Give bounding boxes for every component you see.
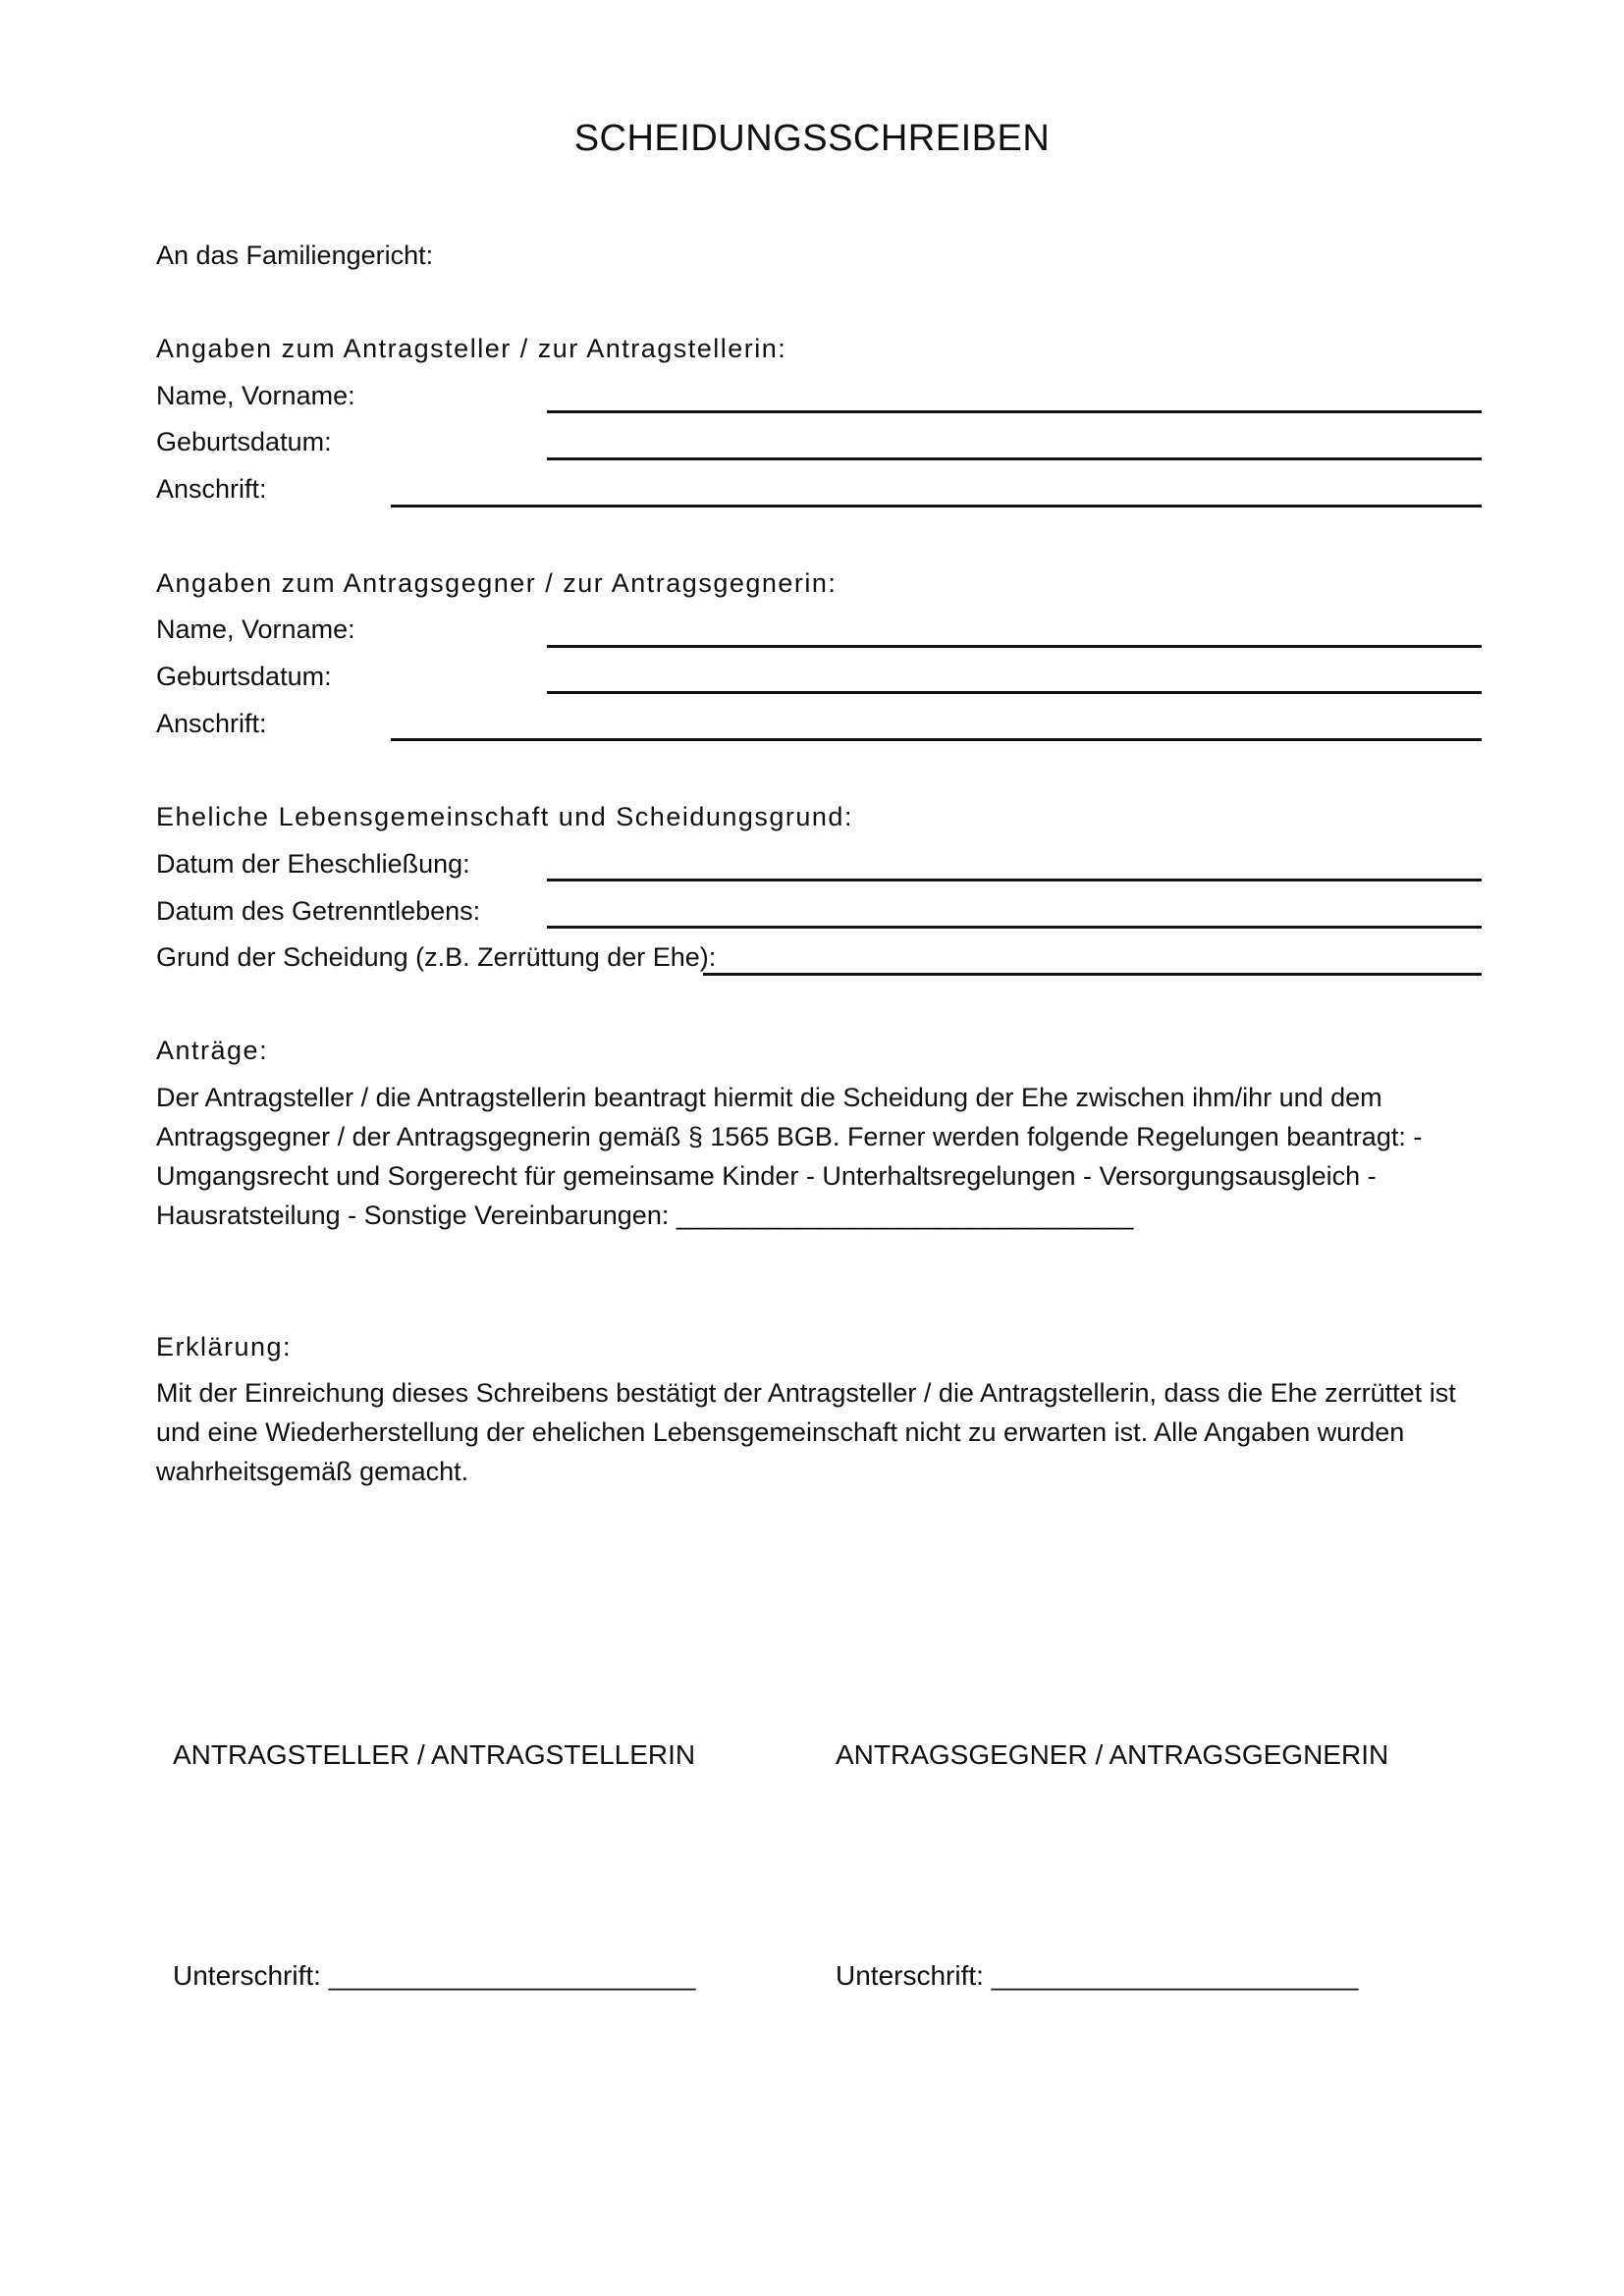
- applicant-address-label: Anschrift:: [156, 474, 267, 504]
- applicant-signature-heading: ANTRAGSTELLER / ANTRAGSTELLERIN: [173, 1739, 696, 1770]
- divorce-reason-field[interactable]: [703, 973, 1482, 976]
- respondent-address-field[interactable]: [391, 738, 1482, 741]
- wedding-date-label: Datum der Eheschließung:: [156, 849, 470, 879]
- respondent-birth-label: Geburtsdatum:: [156, 662, 332, 691]
- motions-heading: Anträge:: [156, 1036, 269, 1065]
- addressee: An das Familiengericht:: [156, 240, 434, 270]
- applicant-birth-field[interactable]: [547, 457, 1482, 460]
- respondent-name-field[interactable]: [547, 645, 1482, 648]
- document-title: SCHEIDUNGSSCHREIBEN: [573, 118, 1051, 159]
- applicant-name-label: Name, Vorname:: [156, 381, 355, 410]
- respondent-address-label: Anschrift:: [156, 709, 267, 738]
- applicant-address-field[interactable]: [391, 505, 1482, 507]
- respondent-signature-heading: ANTRAGSGEGNER / ANTRAGSGEGNERIN: [836, 1739, 1389, 1770]
- respondent-birth-field[interactable]: [547, 691, 1482, 694]
- respondent-name-label: Name, Vorname:: [156, 614, 355, 644]
- wedding-date-field[interactable]: [547, 879, 1482, 881]
- applicant-heading: Angaben zum Antragsteller / zur Antragstellerin:: [156, 334, 787, 363]
- applicant-birth-label: Geburtsdatum:: [156, 427, 332, 456]
- respondent-signature-field[interactable]: Unterschrift: ________________________: [836, 1960, 1359, 1991]
- respondent-heading: Angaben zum Antragsgegner / zur Antragsgegnerin:: [156, 568, 838, 598]
- motions-text: Der Antragsteller / die Antragstellerin beantragt hiermit die Scheidung der Ehe zwischen ihm/ihr und dem Antragsgegner / der Antragsgegnerin gemäß § 1565 BGB. Ferner werden folgende Regelungen beantragt: - Umgangsrecht und Sorgerecht für gemeinsame Kinder - Unterhaltsregelungen - Versorgungsausgleich - Hausratsteilung - Sonstige Vereinbarungen: _______________________________: [156, 1083, 1423, 1230]
- declaration-text: Mit der Einreichung dieses Schreibens bestätigt der Antragsteller / die Antragstellerin, dass die Ehe zerrüttet ist und eine Wiederherstellung der ehelichen Lebensgemeinschaft nicht zu erwarten ist. Alle Angaben wurden wahrheitsgemäß gemacht.: [156, 1378, 1456, 1486]
- divorce-reason-label: Grund der Scheidung (z.B. Zerrüttung der Ehe):: [156, 942, 717, 972]
- declaration-heading: Erklärung:: [156, 1332, 293, 1362]
- separation-date-label: Datum des Getrenntlebens:: [156, 896, 481, 926]
- separation-date-field[interactable]: [547, 926, 1482, 929]
- marriage-heading: Eheliche Lebensgemeinschaft und Scheidungsgrund:: [156, 802, 853, 831]
- applicant-name-field[interactable]: [547, 410, 1482, 413]
- applicant-signature-field[interactable]: Unterschrift: ________________________: [173, 1960, 696, 1991]
